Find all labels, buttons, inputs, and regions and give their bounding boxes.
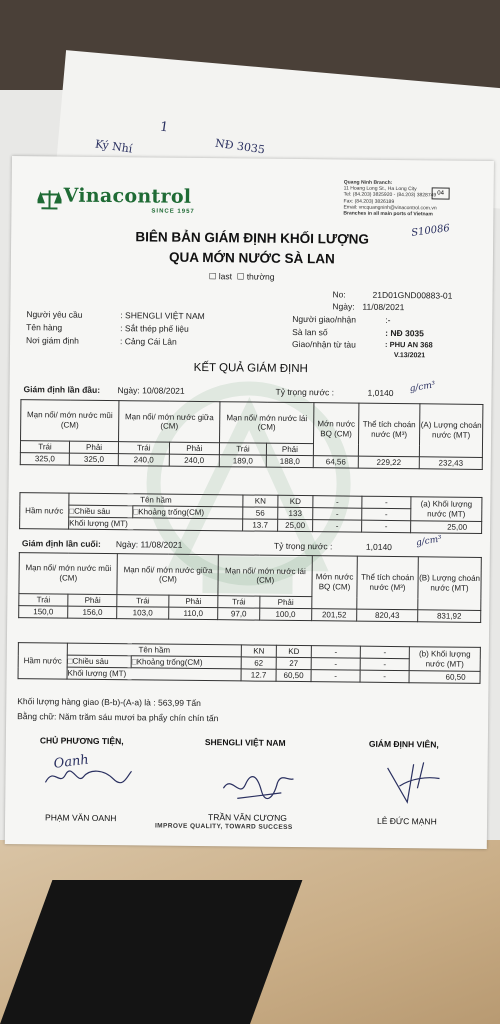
tank-dash: - <box>362 520 411 533</box>
header-mid: Mạn nổi/ mớn nước giữa (CM) <box>117 554 218 596</box>
col-left: Trái <box>20 441 69 454</box>
first-draft-table <box>20 399 484 470</box>
no-label: No: <box>332 289 346 300</box>
tank-dash: - <box>311 670 360 683</box>
tank-dash: - <box>360 658 409 671</box>
branch-line: Fax: (84.203) 3826189 <box>343 198 395 205</box>
barge-label: Sà lan số <box>292 326 328 338</box>
branch-line: Tel: (84.203) 3825920 - (84.203) 3828749 <box>343 191 437 199</box>
col-right: Phải <box>168 595 218 608</box>
deliverer-label: Người giao/nhận <box>292 313 357 325</box>
tank-kn: KN <box>241 645 276 657</box>
header-fwd: Mạn nổi/ mớn nước mũi (CM) <box>19 553 118 595</box>
tank-side: Hầm nước <box>18 643 67 680</box>
first-survey-label: Giám định lần đầu: <box>23 384 101 395</box>
checkbox-icon: ☐ <box>208 271 217 282</box>
mid-right: 240,0 <box>169 454 220 467</box>
col-right: Phải <box>259 596 311 609</box>
mid-left: 240,0 <box>118 454 169 467</box>
volume: 820,43 <box>357 609 418 622</box>
tank-kn: KN <box>243 495 278 507</box>
header-aft: Mạn nổi/ mớn nước lái (CM) <box>220 402 314 444</box>
first-tank-table <box>19 492 482 534</box>
last-survey-label: Giám định lần cuối: <box>21 538 101 549</box>
option-last: last <box>218 271 233 282</box>
aft-right: 100,0 <box>259 608 311 621</box>
volume: 229,22 <box>358 456 419 469</box>
kn-mass: 12.7 <box>241 669 276 681</box>
first-survey-date: Ngày: 10/08/2021 <box>117 385 185 396</box>
tank-depth: □Chiều sâu <box>69 505 133 518</box>
no-value: 21D01GND00883-01 <box>372 289 453 301</box>
date-value: 11/08/2021 <box>362 301 405 313</box>
mean-draft: 64,56 <box>313 456 358 468</box>
tank-mass-label: Khối lượng (MT) <box>67 667 241 681</box>
client-signature-icon <box>217 768 297 805</box>
kd-depth: 133 <box>278 507 313 519</box>
tank-dash: - <box>362 496 411 509</box>
logo-since: SINCE 1957 <box>151 208 195 215</box>
surveyor-name: LÊ ĐỨC MẠNH <box>377 815 437 827</box>
aft-left: 97,0 <box>218 608 259 620</box>
kd-mass: 25,00 <box>278 519 313 531</box>
fwd-right: 325,0 <box>69 453 118 466</box>
total-mass: Khối lượng hàng giao (B-b)-(A-a) là : 563,99 Tấn <box>17 696 201 709</box>
last-density-label: Tỷ trọng nước : <box>273 540 333 552</box>
header-disp: (B) Lượng choán nước (MT) <box>418 557 482 611</box>
client-name: TRẦN VĂN CƯƠNG <box>208 812 287 823</box>
last-survey-date: Ngày: 11/08/2021 <box>115 539 183 550</box>
goods-label: Tên hàng <box>26 322 63 333</box>
last-tank-table <box>18 642 481 684</box>
tank-result-label: (a) Khối lượng nước (MT) <box>411 497 482 522</box>
owner-signature-icon <box>43 764 133 789</box>
requester-label: Người yêu cầu <box>26 309 83 320</box>
col-right: Phải <box>169 442 220 455</box>
checkbox-icon: ☐ <box>236 271 245 282</box>
fwd-left: 325,0 <box>20 453 69 466</box>
barge-value: : NĐ 3035 <box>385 327 424 339</box>
tank-dash: - <box>313 496 362 509</box>
header-mid: Mạn nổi/ mớn nước giữa (CM) <box>119 401 220 443</box>
hand-number: S10086 <box>410 222 451 239</box>
date-label: Ngày: <box>332 301 355 312</box>
deliverer-value: :- <box>385 314 391 325</box>
last-density-hand: g/cm³ <box>415 534 443 549</box>
back-hand-note: Ký Nhí <box>94 137 134 156</box>
dark-object <box>0 880 302 1024</box>
place-value: : Cảng Cái Lân <box>120 336 177 347</box>
kn-depth: 56 <box>243 507 278 519</box>
scale-logo-icon <box>37 188 61 210</box>
header-disp: (A) Lượng choán nước (MT) <box>419 404 483 458</box>
owner-title: CHỦ PHƯƠNG TIỆN, <box>39 735 124 747</box>
owner-signature: Oanh <box>52 752 90 772</box>
col-left: Trái <box>117 595 168 608</box>
col-left: Trái <box>218 596 259 608</box>
place-label: Nơi giám định <box>26 335 79 346</box>
tank-dash: - <box>311 658 360 671</box>
page-mark-box: 04 <box>432 187 450 199</box>
tank-dash: - <box>311 646 360 659</box>
tank-dash: - <box>360 646 409 659</box>
tank-result-value: 25,00 <box>411 521 482 534</box>
ship-label: Giao/nhận từ tàu <box>291 338 356 350</box>
requester-value: : SHENGLI VIỆT NAM <box>120 310 205 322</box>
header-bq: Mớn nước BQ (CM) <box>312 556 358 609</box>
survey-document <box>5 156 494 849</box>
last-draft-table <box>18 552 482 623</box>
surveyor-title: GIÁM ĐỊNH VIÊN, <box>368 738 439 750</box>
header-fwd: Mạn nổi/ mớn nước mũi (CM) <box>21 400 120 442</box>
tank-side: Hầm nước <box>20 493 69 530</box>
branch-line: Branches in all main ports of Vietnam <box>343 210 433 218</box>
doc-title-line2: QUA MỚN NƯỚC SÀ LAN <box>168 249 335 267</box>
mean-draft: 201,52 <box>312 609 357 621</box>
tank-name: Tên hầm <box>67 643 241 657</box>
tank-mass-label: Khối lượng (MT) <box>69 517 243 531</box>
tank-kd: KD <box>276 645 311 657</box>
result-title: KẾT QUẢ GIÁM ĐỊNH <box>193 361 308 376</box>
kd-depth: 27 <box>276 657 311 669</box>
surveyor-signature-icon <box>383 758 443 807</box>
last-density-value: 1,0140 <box>365 541 392 552</box>
aft-left: 189,0 <box>219 455 266 467</box>
title-options <box>209 271 275 283</box>
displacement: 232,43 <box>419 457 482 470</box>
displacement: 831,92 <box>418 610 481 623</box>
goods-value: : Sắt thép phế liệu <box>120 323 189 334</box>
tank-depth: □Chiều sâu <box>67 655 131 668</box>
client-title: SHENGLI VIỆT NAM <box>204 737 286 748</box>
footer-slogan: IMPROVE QUALITY, TOWARD SUCCESS <box>154 822 293 831</box>
total-in-words: Bằng chữ: Năm trăm sáu mươi ba phẩy chín chín tấn <box>17 711 219 724</box>
tank-result-value: 60,50 <box>409 671 480 684</box>
col-left: Trái <box>119 442 170 455</box>
tank-gap: □Khoảng trống(CM) <box>131 656 241 669</box>
kn-mass: 13.7 <box>243 519 278 531</box>
owner-name: PHẠM VĂN OANH <box>45 812 117 824</box>
first-density-label: Tỷ trọng nước : <box>275 386 335 398</box>
branch-line: Email: vncquangninh@vinacontrol.com.vn <box>343 204 437 212</box>
first-density-hand: g/cm³ <box>408 380 437 395</box>
tank-dash: - <box>313 520 362 533</box>
col-right: Phải <box>266 443 313 455</box>
tank-name: Tên hầm <box>69 493 243 507</box>
mid-right: 110,0 <box>168 607 218 620</box>
col-right: Phải <box>69 441 118 454</box>
mid-left: 103,0 <box>117 607 168 620</box>
col-right: Phải <box>68 594 117 607</box>
ship-voyage: V.13/2021 <box>393 352 426 360</box>
col-left: Trái <box>19 594 68 607</box>
kn-depth: 62 <box>241 657 276 669</box>
branch-title: Quang Ninh Branch: <box>343 179 393 186</box>
back-hand-note: 1 <box>158 119 170 136</box>
tank-dash: - <box>313 508 362 521</box>
tank-result-label: (b) Khối lượng nước (MT) <box>409 647 480 672</box>
tank-kd: KD <box>278 495 313 507</box>
aft-right: 188,0 <box>266 455 313 467</box>
header-vol: Thể tích choán nước (M³) <box>357 556 419 610</box>
option-normal: thường <box>246 271 275 282</box>
branch-line: 11 Hoang Long St., Ha Long City <box>343 185 417 193</box>
company-logo: Vinacontrol <box>63 184 192 208</box>
fwd-left: 150,0 <box>19 606 68 619</box>
header-aft: Mạn nổi/ mớn nước lái (CM) <box>218 555 312 597</box>
tank-gap: □Khoảng trống(CM) <box>133 506 243 519</box>
doc-title-line1: BIÊN BẢN GIÁM ĐỊNH KHỐI LƯỢNG <box>135 229 369 247</box>
back-hand-note: NĐ 3035 <box>214 136 266 157</box>
fwd-right: 156,0 <box>68 606 117 619</box>
tank-dash: - <box>360 670 409 683</box>
header-bq: Mớn nước BQ (CM) <box>313 403 359 456</box>
tank-dash: - <box>362 508 411 521</box>
col-left: Trái <box>219 443 266 455</box>
branch-info <box>343 179 493 218</box>
header-vol: Thể tích choán nước (M³) <box>358 403 420 457</box>
kd-mass: 60,50 <box>276 669 311 681</box>
ship-value: : PHU AN 368 <box>385 339 433 350</box>
first-density-value: 1,0140 <box>367 387 394 399</box>
